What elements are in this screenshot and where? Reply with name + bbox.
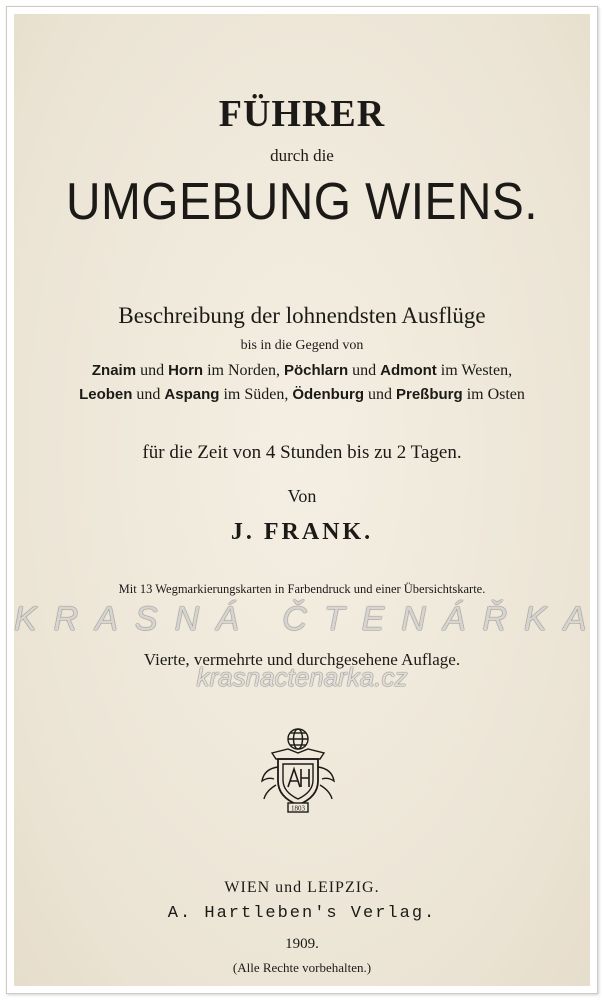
imprint-rights: (Alle Rechte vorbehalten.)	[232, 960, 372, 975]
description-south-east	[14, 386, 590, 404]
place-oedenburg: Ödenburg	[292, 386, 364, 403]
place-horn: Horn	[168, 362, 204, 379]
place-znaim: Znaim	[91, 362, 137, 379]
watermark-url: krasnactenarka.cz	[196, 662, 408, 692]
byline: Von	[287, 486, 317, 506]
imprint-year: 1909.	[285, 936, 319, 952]
text-im-osten: im Osten	[462, 386, 525, 403]
imprint-place: WIEN und LEIPZIG.	[224, 879, 380, 896]
text-und: und	[136, 362, 169, 379]
text-im-norden: im Norden,	[203, 362, 284, 379]
text-im-sueden: im Süden,	[219, 386, 293, 403]
text-im-westen: im Westen,	[436, 362, 513, 379]
place-aspang: Aspang	[164, 386, 220, 403]
description-north-west	[14, 362, 590, 380]
place-admont: Admont	[380, 362, 437, 379]
text-und: und	[364, 386, 396, 403]
place-leoben: Leoben	[79, 386, 133, 403]
title-page	[14, 14, 604, 986]
author-name: J. FRANK.	[230, 519, 374, 545]
edition-note: Vierte, vermehrte und durchgesehene Auflage.	[143, 650, 461, 669]
title-durch-die: durch die	[270, 146, 334, 165]
text-und: und	[348, 362, 381, 379]
title-umgebung-wiens: UMGEBUNG WIENS.	[65, 173, 539, 231]
description-heading: Beschreibung der lohnendsten Ausflüge	[118, 303, 486, 328]
watermark-name: KRASNÁ ČTENÁŘKA	[14, 600, 604, 638]
text-und: und	[132, 386, 165, 403]
duration-text: für die Zeit von 4 Stunden bis zu 2 Tagen.	[142, 442, 462, 463]
publisher-emblem-icon	[250, 719, 346, 815]
place-pressburg: Preßburg	[396, 386, 463, 403]
place-poechlarn: Pöchlarn	[283, 362, 349, 379]
emblem-year: 1803	[291, 804, 305, 813]
maps-note: Mit 13 Wegmarkierungskarten in Farbendruck und einer Übersichtskarte.	[118, 582, 486, 596]
description-subheading: bis in die Gegend von	[240, 338, 364, 353]
imprint-publisher: A. Hartleben's Verlag.	[167, 904, 437, 923]
title-fuehrer: FÜHRER	[218, 93, 386, 135]
